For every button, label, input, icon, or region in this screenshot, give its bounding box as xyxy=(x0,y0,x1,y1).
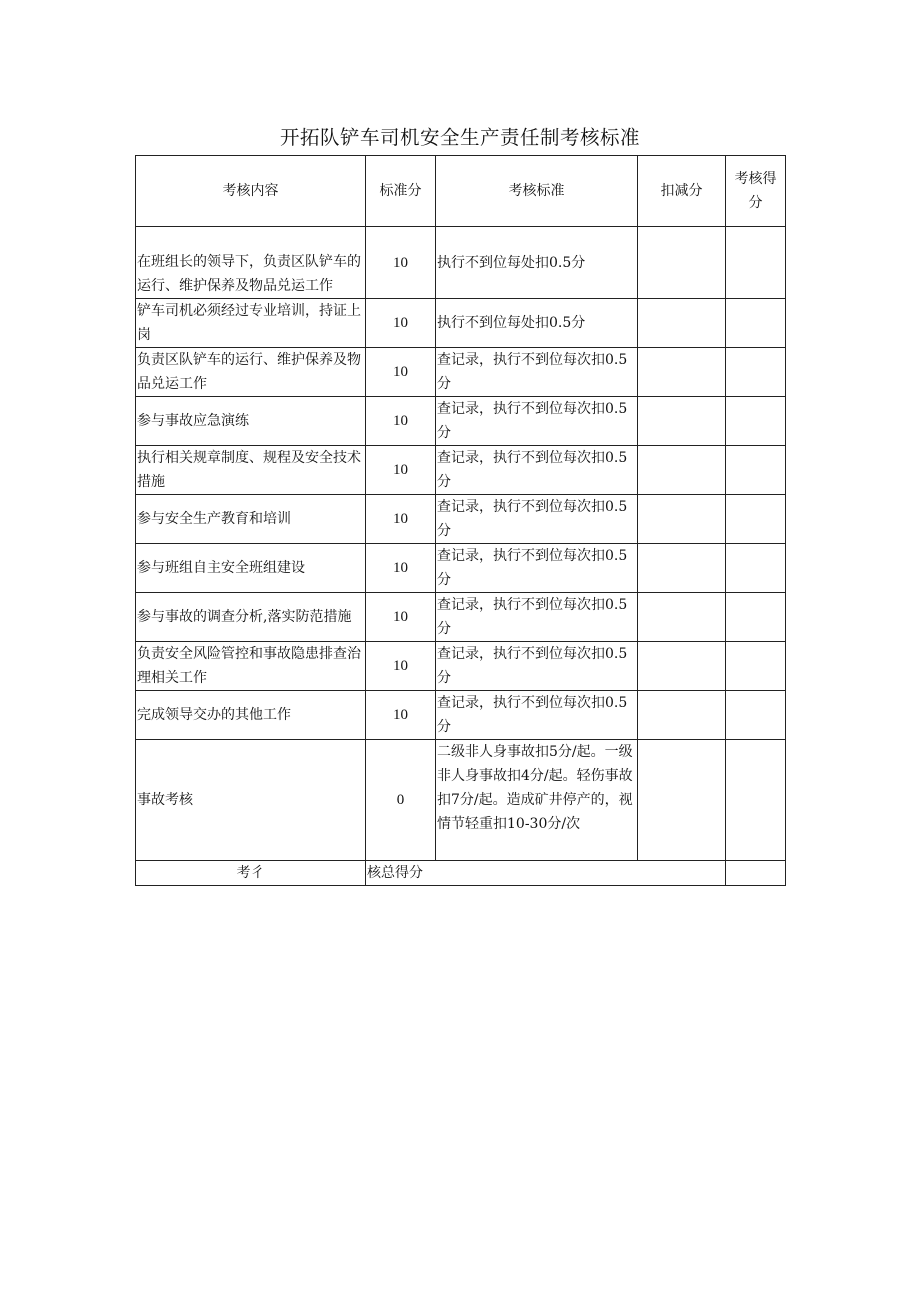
row-standard-score: 10 xyxy=(366,397,436,446)
row-standard-score: 10 xyxy=(366,642,436,691)
header-content: 考核内容 xyxy=(136,156,366,227)
document-title: 开拓队铲车司机安全生产责任制考核标准 xyxy=(279,126,640,149)
row-standard-score: 10 xyxy=(366,446,436,495)
row-criteria: 查记录，执行不到位每次扣0.5分 xyxy=(436,593,638,642)
table-row xyxy=(136,593,786,642)
row-score xyxy=(726,227,786,299)
row-criteria: 查记录，执行不到位每次扣0.5分 xyxy=(436,495,638,544)
row-criteria: 查记录，执行不到位每次扣0.5分 xyxy=(436,544,638,593)
row-standard-score: 10 xyxy=(366,691,436,740)
row-content: 负责区队铲车的运行、维护保养及物品兑运工作 xyxy=(136,348,366,397)
row-score xyxy=(726,446,786,495)
row-standard-score: 10 xyxy=(366,348,436,397)
table-row xyxy=(136,495,786,544)
row-content: 执行相关规章制度、规程及安全技术措施 xyxy=(136,446,366,495)
row-standard-score: 10 xyxy=(366,227,436,299)
row-deduction xyxy=(638,299,726,348)
row-standard-score: 10 xyxy=(366,544,436,593)
total-row xyxy=(136,861,786,886)
row-score xyxy=(726,740,786,861)
row-score xyxy=(726,299,786,348)
row-deduction xyxy=(638,740,726,861)
assessment-table xyxy=(135,155,786,886)
row-score xyxy=(726,593,786,642)
row-standard-score: 10 xyxy=(366,593,436,642)
row-content: 参与事故的调查分析,落实防范措施 xyxy=(136,593,366,642)
row-deduction xyxy=(638,544,726,593)
row-score xyxy=(726,691,786,740)
header-criteria: 考核标准 xyxy=(436,156,638,227)
table-row xyxy=(136,740,786,861)
row-score xyxy=(726,642,786,691)
row-content: 负责安全风险管控和事故隐患排查治理相关工作 xyxy=(136,642,366,691)
total-value xyxy=(726,861,786,886)
row-score xyxy=(726,348,786,397)
row-deduction xyxy=(638,593,726,642)
row-criteria: 查记录，执行不到位每次扣0.5分 xyxy=(436,642,638,691)
row-score xyxy=(726,397,786,446)
table-row xyxy=(136,642,786,691)
row-criteria: 查记录，执行不到位每次扣0.5分 xyxy=(436,397,638,446)
table-row xyxy=(136,446,786,495)
table-row xyxy=(136,348,786,397)
total-label-right: 核总得分 xyxy=(366,861,726,886)
header-score: 考核得 分 xyxy=(726,156,786,227)
row-criteria: 查记录，执行不到位每次扣0.5分 xyxy=(436,348,638,397)
row-criteria: 执行不到位每处扣0.5分 xyxy=(436,227,638,299)
row-content: 参与安全生产教育和培训 xyxy=(136,495,366,544)
row-standard-score: 0 xyxy=(366,740,436,861)
row-deduction xyxy=(638,642,726,691)
row-content: 参与班组自主安全班组建设 xyxy=(136,544,366,593)
row-content: 完成领导交办的其他工作 xyxy=(136,691,366,740)
row-criteria: 查记录，执行不到位每次扣0.5分 xyxy=(436,446,638,495)
header-deduction: 扣减分 xyxy=(638,156,726,227)
row-deduction xyxy=(638,495,726,544)
header-row xyxy=(136,156,786,227)
row-content: 事故考核 xyxy=(136,740,366,861)
row-content: 参与事故应急演练 xyxy=(136,397,366,446)
row-criteria: 查记录，执行不到位每次扣0.5分 xyxy=(436,691,638,740)
row-content: 在班组长的领导下，负责区队铲车的运行、维护保养及物品兑运工作 xyxy=(136,227,366,299)
table-row xyxy=(136,544,786,593)
table-row xyxy=(136,691,786,740)
row-deduction xyxy=(638,446,726,495)
row-content: 铲车司机必须经过专业培训，持证上岗 xyxy=(136,299,366,348)
table-row xyxy=(136,227,786,299)
table-row xyxy=(136,397,786,446)
row-standard-score: 10 xyxy=(366,495,436,544)
row-score xyxy=(726,544,786,593)
header-standard-score: 标准分 xyxy=(366,156,436,227)
row-standard-score: 10 xyxy=(366,299,436,348)
table-row xyxy=(136,299,786,348)
row-score xyxy=(726,495,786,544)
row-deduction xyxy=(638,348,726,397)
total-label-left: 考彳 xyxy=(136,861,366,886)
row-deduction xyxy=(638,227,726,299)
row-deduction xyxy=(638,691,726,740)
row-criteria: 执行不到位每处扣0.5分 xyxy=(436,299,638,348)
row-deduction xyxy=(638,397,726,446)
row-criteria: 二级非人身事故扣5分/起。一级非人身事故扣4分/起。轻伤事故扣7分/起。造成矿井停产的，视情节轻重扣10-30分/次 xyxy=(436,740,638,861)
